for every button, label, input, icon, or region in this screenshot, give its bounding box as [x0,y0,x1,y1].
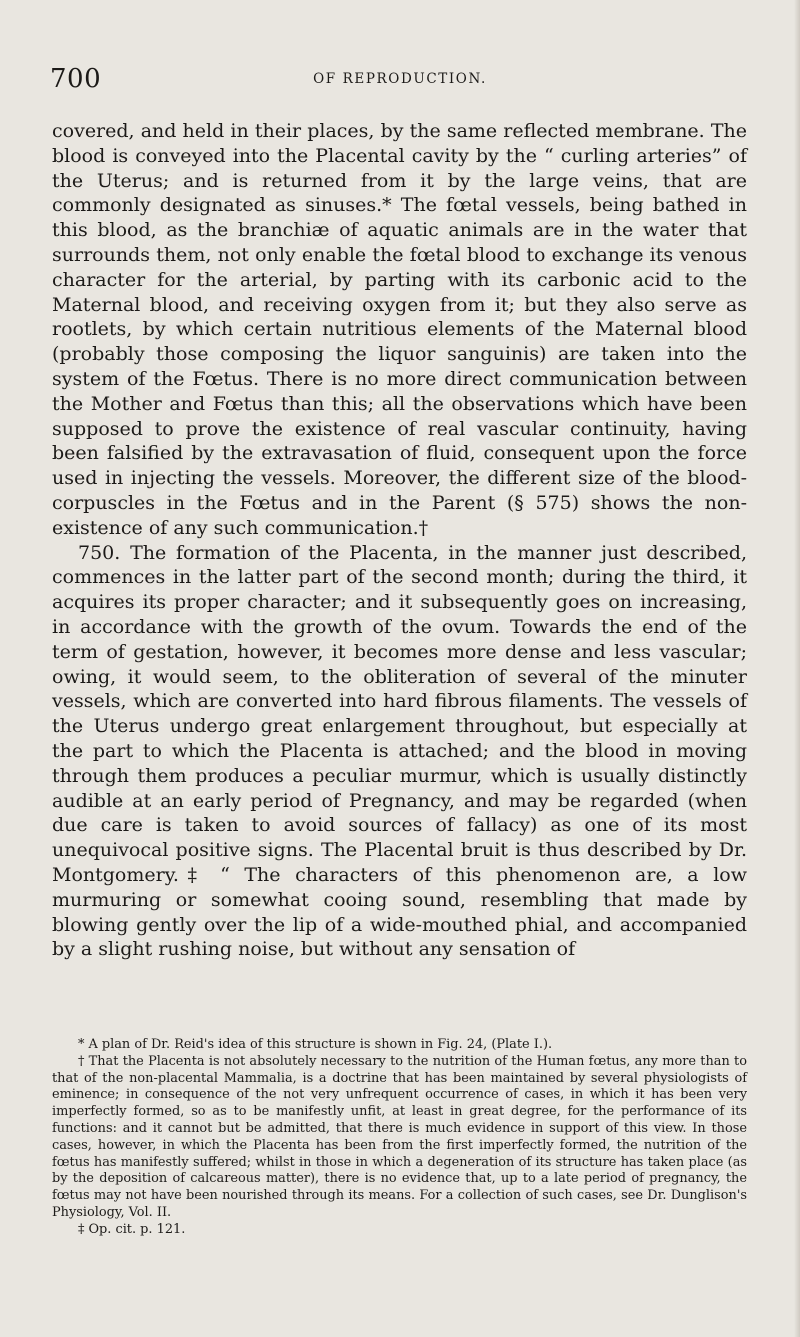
footnote [52,1054,747,1222]
footnote-text: That the Placenta is not absolutely necessary to the nutrition of the Human fœtus, any more than to that of the non-placental Mammalia, is a doctrine that has been maintained by several physiologists of eminence; in consequence of the not very unfrequent occurrence of cases, in which it has been very imperfectly formed, so as to be manifestly unfit, at least in great degree, for the performance of its functions: and it cannot but be admitted, that there is much evidence in support of this view. In those cases, however, in which the Placenta has been from the first imperfectly formed, the nutrition of the fœtus has manifestly suffered; whilst in those in which a degeneration of its structure has taken place (as by the deposition of calcareous matter), there is no evidence that, up to a late period of pregnancy, the fœtus may not have been nourished through its means. For a collection of such cases, see Dr. Dunglison's Physiology, Vol. II. [52,1053,747,1220]
footnote-text: Op. cit. p. 121. [88,1221,186,1237]
page-number: 700 [50,64,102,94]
footnote-text: A plan of Dr. Reid's idea of this structure is shown in Fig. 24, (Plate I.). [88,1037,553,1052]
footnote-mark: * [78,1037,85,1052]
paragraph-750: 750. The formation of the Placenta, in the manner just described, commences in the latter part of the second month; during the third, it acquires its proper character; and it subsequently goes on increasing, in accordance with the growth of the ovum. Towards the end of the term of gestation, however, it becomes more dense and less vascular; owing, it would seem, to the obliteration of several of the minuter vessels, which are converted into hard fibrous filaments. The vessels of the Uterus undergo great enlargement throughout, but especially at the part to which the Placenta is attached; and the blood in moving through them produces a peculiar murmur, which is usually distinctly audible at an early period of Pregnancy, and may be regarded (when due care is taken to avoid sources of fallacy) as one of its most unequivocal positive signs. The Placental bruit is thus described by Dr. Montgomery.‡ “ The characters of this phenomenon are, a low murmuring or somewhat cooing sound, resembling that made by blowing gently over the lip of a wide-mouthed phial, and accompanied by a slight rushing noise, but without any sensation of [52,541,747,961]
paragraph-continued: covered, and held in their places, by the same reflected membrane. The blood is conveyed into the Placental cavity by the “ curling arteries” of the Uterus; and is returned from it by the large veins, that are commonly designated as sinuses.* The fœtal vessels, being bathed in this blood, as the branchiæ of aquatic animals are in the water that surrounds them, not only enable the fœtal blood to exchange its venous character for the arterial, by parting with its carbonic acid to the Maternal blood, and receiving oxygen from it; but they also serve as rootlets, by which certain nutritious elements of the Maternal blood (probably those composing the liquor sanguinis) are taken into the system of the Fœtus. There is no more direct communication between the Mother and Fœtus than this; all the observations which have been supposed to prove the existence of real vascular continuity, having been falsified by the extravasation of fluid, consequent upon the force used in injecting the vessels. Moreover, the different size of the blood-corpuscles in the Fœtus and in the Parent (§ 575) shows the non-existence of any such communication.† [52,120,747,539]
footnote-mark: † [78,1053,85,1069]
footnote [52,1222,747,1239]
body-text [52,119,747,962]
footnote [52,1037,747,1054]
footnotes [52,1037,747,1239]
footnote-mark: ‡ [78,1221,85,1237]
page-edge [794,0,800,1337]
running-head: OF REPRODUCTION. [313,71,487,87]
